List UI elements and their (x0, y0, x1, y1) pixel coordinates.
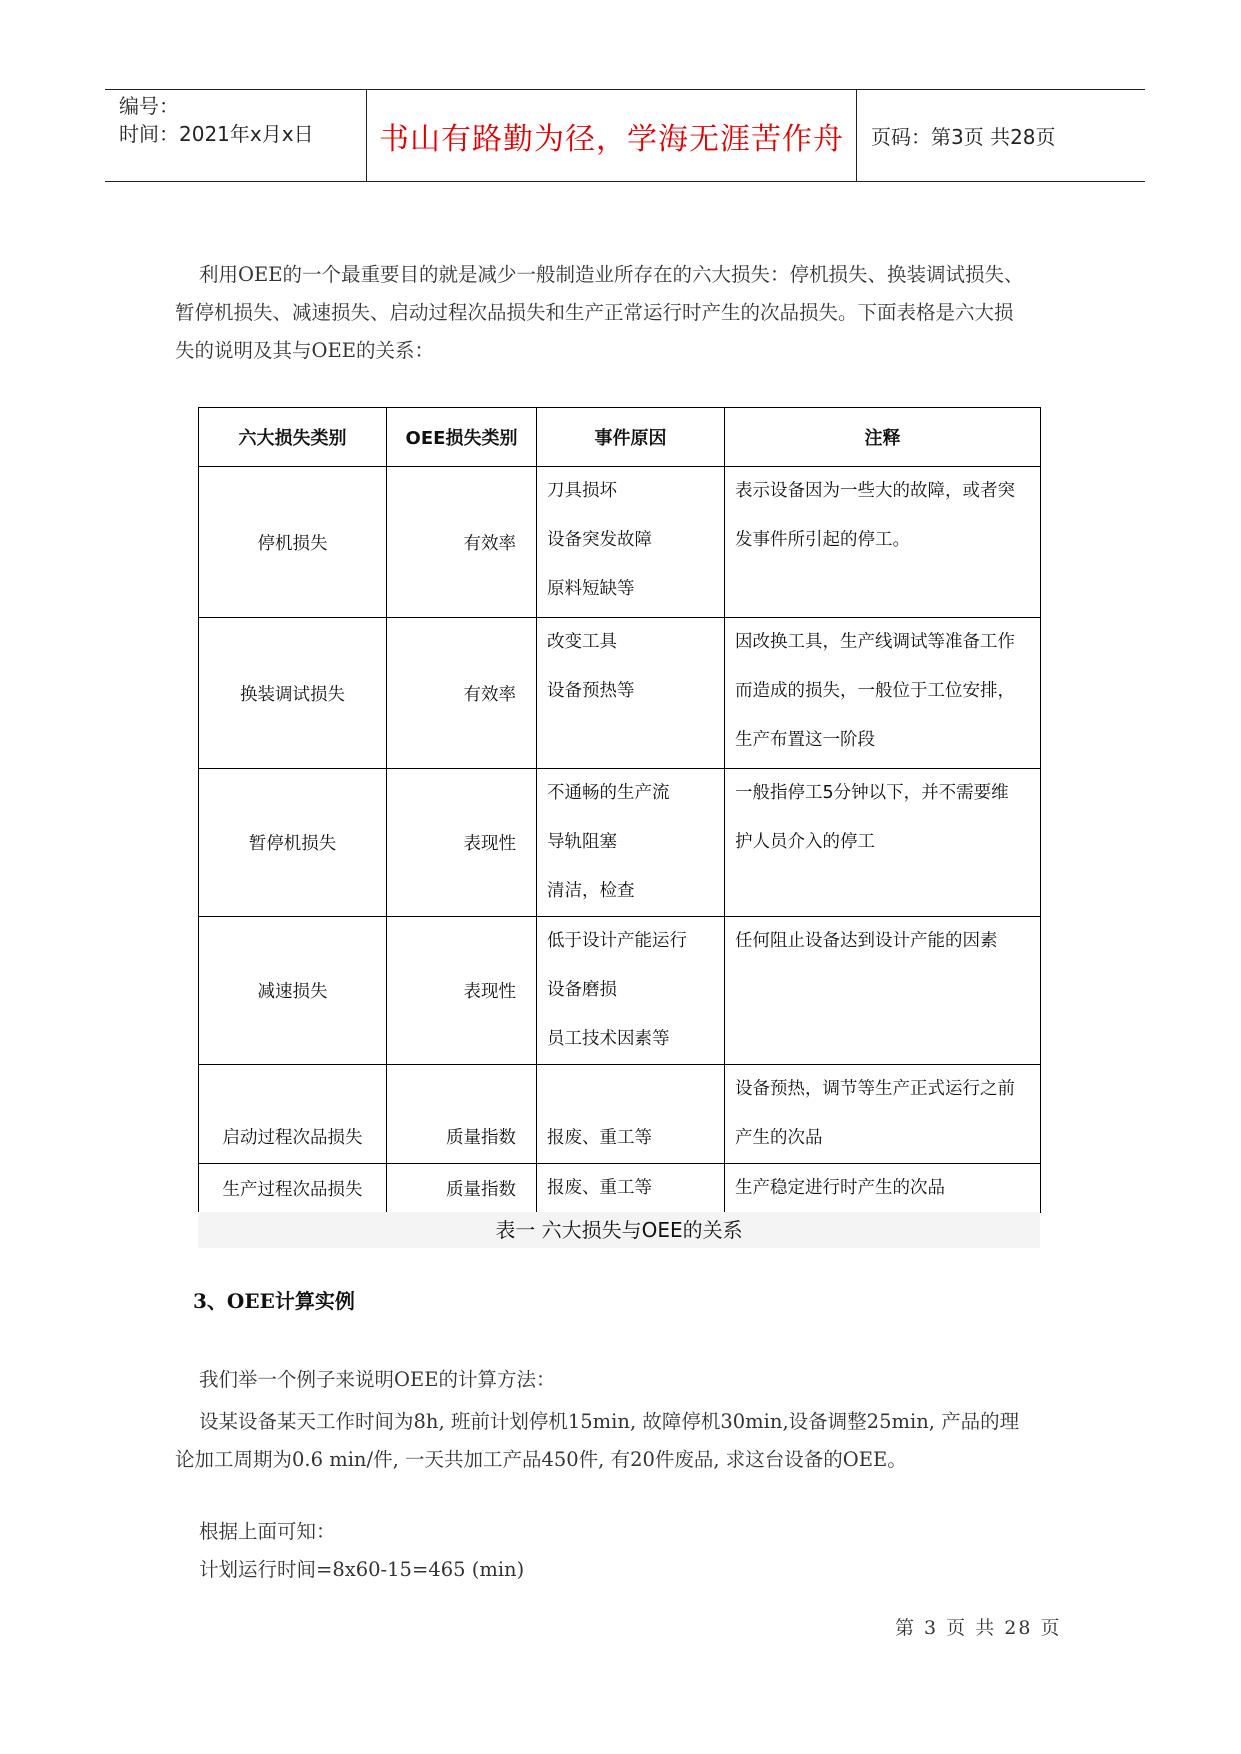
section-heading: 3、OEE计算实例 (193, 1289, 355, 1313)
intro-line: 利用OEE的一个最重要目的就是减少一般制造业所存在的六大损失：停机损失、换装调试损失、 (199, 263, 1024, 286)
cause-line: 员工技术因素等 (547, 1029, 670, 1049)
table-header-row (199, 408, 1041, 467)
header-notes: 注释 (725, 408, 1041, 467)
note-line: 而造成的损失，一般位于工位安排， (735, 681, 1015, 701)
cause-line: 低于设计产能运行 (547, 931, 687, 951)
oee-category-cell: 质量指数 (387, 1164, 537, 1213)
notes-cell (725, 917, 1041, 1065)
cause-line: 报废、重工等 (547, 1178, 652, 1198)
intro-paragraph (175, 256, 1075, 370)
cause-cell (537, 769, 725, 917)
derivation-line: 根据上面可知： (199, 1520, 336, 1543)
time-label: 时间：2021年x月x日 (119, 122, 314, 146)
intro-line: 失的说明及其与OEE的关系： (175, 339, 434, 362)
cause-cell (537, 1065, 725, 1164)
loss-type-cell: 换装调试损失 (199, 618, 387, 769)
loss-type-cell: 生产过程次品损失 (199, 1164, 387, 1213)
cause-line: 导轨阻塞 (547, 832, 617, 852)
example-line: 设某设备某天工作时间为8h, 班前计划停机15min, 故障停机30min,设备调整25min, 产品的理 (199, 1410, 1020, 1433)
note-line: 护人员介入的停工 (735, 832, 875, 852)
note-line: 设备预热，调节等生产正式运行之前 (735, 1079, 1015, 1099)
loss-type-cell: 减速损失 (199, 917, 387, 1065)
loss-type-cell: 停机损失 (199, 467, 387, 618)
oee-category-cell: 表现性 (387, 917, 537, 1065)
notes-cell (725, 769, 1041, 917)
note-line: 因改换工具，生产线调试等准备工作 (735, 632, 1015, 652)
table-row (199, 1164, 1041, 1213)
oee-category-text: 质量指数 (446, 1128, 516, 1148)
example-line: 我们举一个例子来说明OEE的计算方法： (199, 1368, 556, 1391)
table-row (199, 769, 1041, 917)
cause-line: 设备突发故障 (547, 530, 652, 550)
example-line: 论加工周期为0.6 min/件, 一天共加工产品450件, 有20件废品, 求这台设备的OEE。 (175, 1448, 907, 1471)
cause-cell (537, 618, 725, 769)
table-caption: 表一 六大损失与OEE的关系 (198, 1212, 1040, 1248)
cause-line: 刀具损坏 (547, 481, 617, 501)
note-line: 发事件所引起的停工。 (735, 530, 910, 550)
note-line: 生产布置这一阶段 (735, 730, 875, 750)
oee-category-cell (387, 1065, 537, 1164)
loss-type-cell (199, 1065, 387, 1164)
cause-cell (537, 467, 725, 618)
cause-line: 设备预热等 (547, 681, 635, 701)
note-line: 一般指停工5分钟以下，并不需要维 (735, 783, 1009, 803)
cause-cell (537, 917, 725, 1065)
derivation-line: 计划运行时间=8x60-15=465 (min) (199, 1558, 525, 1581)
header-event-cause: 事件原因 (537, 408, 725, 467)
header-meta (105, 90, 367, 181)
table-row (199, 618, 1041, 769)
six-losses-table (198, 407, 1041, 1213)
table-row (199, 917, 1041, 1065)
page-footer: 第 3 页 共 28 页 (895, 1617, 1062, 1639)
header-page-label: 页码：第3页 共28页 (871, 125, 1056, 149)
note-line: 产生的次品 (735, 1128, 823, 1148)
notes-cell (725, 467, 1041, 618)
cause-line: 清洁，检查 (547, 881, 635, 901)
cause-line: 原料短缺等 (547, 579, 635, 599)
cause-cell (537, 1164, 725, 1213)
loss-type-text: 启动过程次品损失 (222, 1128, 363, 1148)
oee-category-cell: 有效率 (387, 618, 537, 769)
notes-cell (725, 1164, 1041, 1213)
notes-cell (725, 618, 1041, 769)
header-loss-type: 六大损失类别 (199, 408, 387, 467)
page-header (105, 89, 1145, 182)
cause-line: 不通畅的生产流 (547, 783, 670, 803)
example-paragraph (175, 1361, 1075, 1479)
number-label: 编号： (119, 94, 179, 118)
oee-category-cell: 表现性 (387, 769, 537, 917)
header-motto: 书山有路勤为径，学海无涯苦作舟 (367, 90, 857, 181)
header-oee-category: OEE损失类别 (387, 408, 537, 467)
losses-table-wrapper (198, 407, 1040, 1213)
note-line: 表示设备因为一些大的故障，或者突 (735, 481, 1015, 501)
table-row (199, 1065, 1041, 1164)
note-line: 任何阻止设备达到设计产能的因素 (735, 931, 998, 951)
notes-cell (725, 1065, 1041, 1164)
intro-line: 暂停机损失、减速损失、启动过程次品损失和生产正常运行时产生的次品损失。下面表格是六大损 (175, 301, 1014, 324)
cause-line: 报废、重工等 (547, 1128, 652, 1148)
loss-type-cell: 暂停机损失 (199, 769, 387, 917)
cause-line: 设备磨损 (547, 980, 617, 1000)
note-line: 生产稳定进行时产生的次品 (735, 1178, 945, 1198)
derivation-paragraph (175, 1513, 1075, 1589)
oee-category-cell: 有效率 (387, 467, 537, 618)
table-row (199, 467, 1041, 618)
cause-line: 改变工具 (547, 632, 617, 652)
